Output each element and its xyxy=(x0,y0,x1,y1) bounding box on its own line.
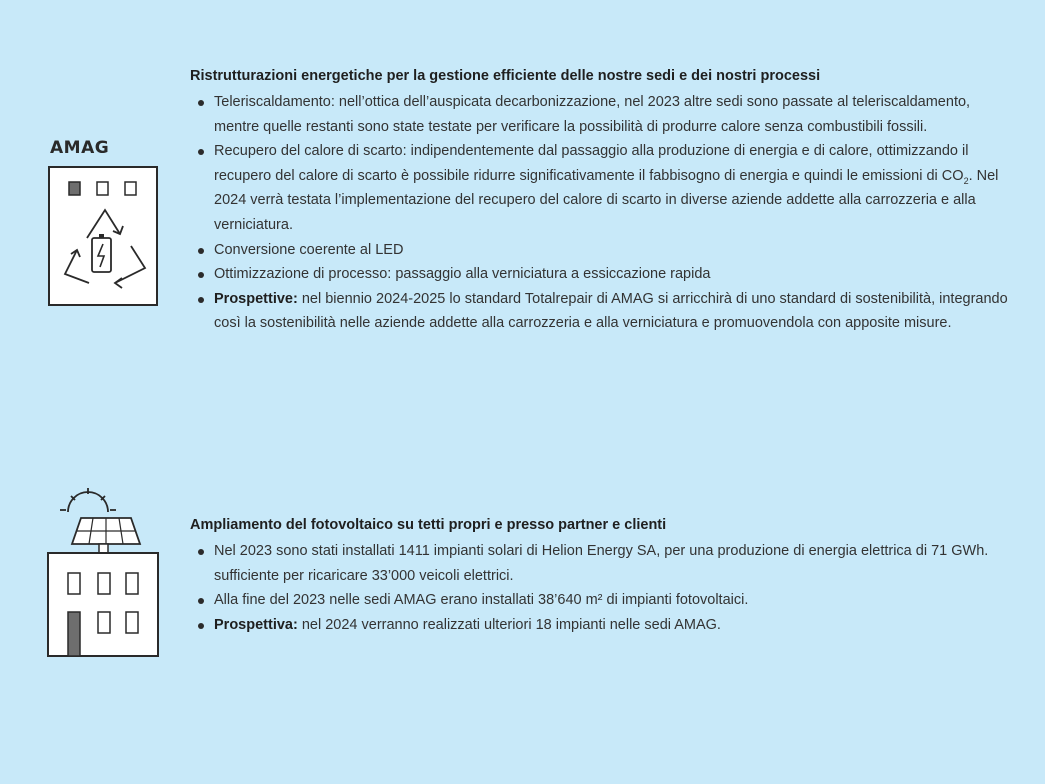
list-item xyxy=(190,613,1010,638)
bullet-icon xyxy=(198,297,204,303)
photovoltaic-section xyxy=(190,515,1010,637)
amag-brand-label: AMAG xyxy=(50,138,110,158)
list-item-text-continued: . Nel 2024 verrà testata l’implementazione del recupero del calore di scarto in diverse aziende addette alla carrozzeria e alla verniciatura. xyxy=(214,167,999,233)
list-item-text: Nel 2023 sono stati installati 1411 impianti solari di Helion Energy SA, per una produzione di energia elettrica di 71 GWh. sufficiente per ricaricare 33’000 veicoli elettrici. xyxy=(214,543,989,584)
building-battery-recycle-icon xyxy=(47,138,161,310)
list-item-text: Recupero del calore di scarto: indipendentemente dal passaggio alla produzione di energia e di calore, ottimizzando il recupero del calore di scarto è possibile ridurre significativamente il fabbisogno di energia e quindi le emissioni di CO xyxy=(214,143,969,184)
bullet-icon xyxy=(198,549,204,555)
prospect-label: Prospettiva: xyxy=(214,616,298,633)
list-item xyxy=(190,238,1010,263)
bullet-list xyxy=(190,90,1010,336)
bullet-icon xyxy=(198,272,204,278)
bullet-icon xyxy=(198,100,204,106)
list-item-text: Conversione coerente al LED xyxy=(214,241,404,258)
list-item-text: Alla fine del 2023 nelle sedi AMAG erano installati 38’640 m² di impianti fotovoltaici. xyxy=(214,592,749,609)
amag-building-icon-group xyxy=(47,138,161,310)
list-item-text: Teleriscaldamento: nell’ottica dell’auspicata decarbonizzazione, nel 2023 altre sedi sono passate al teleriscaldamento, mentre quelle restanti sono state testate per verificare la possibilità di produrre calore senza combustibili fossili. xyxy=(214,94,971,135)
list-item xyxy=(190,90,1010,139)
bullet-icon xyxy=(198,149,204,155)
list-item xyxy=(190,539,1010,588)
list-item xyxy=(190,287,1010,336)
prospects-label: Prospettive: xyxy=(214,290,298,307)
list-item xyxy=(190,588,1010,613)
bullet-icon xyxy=(198,598,204,604)
bullet-icon xyxy=(198,248,204,254)
list-item-text: nel biennio 2024-2025 lo standard Totalrepair di AMAG si arricchirà di uno standard di sostenibilità, integrando così la sostenibilità nelle aziende addette alla carrozzeria e alla verniciatura e promuovendola con apposite misure. xyxy=(214,290,1008,332)
list-item xyxy=(190,139,1010,237)
building-solar-panel-icon xyxy=(44,488,162,660)
section-title: Ampliamento del fotovoltaico su tetti propri e presso partner e clienti xyxy=(190,517,667,533)
subscript-2: 2 xyxy=(963,175,969,186)
solar-building-icon-group xyxy=(44,488,162,660)
list-item-text: Ottimizzazione di processo: passaggio alla verniciatura a essiccazione rapida xyxy=(214,266,711,283)
energy-renovation-section xyxy=(190,66,1010,336)
list-item-text: nel 2024 verranno realizzati ulteriori 18 impianti nelle sedi AMAG. xyxy=(297,616,721,633)
section-title: Ristrutturazioni energetiche per la gestione efficiente delle nostre sedi e dei nostri processi xyxy=(190,68,821,84)
list-item xyxy=(190,262,1010,287)
bullet-icon xyxy=(198,623,204,629)
bullet-list xyxy=(190,539,1010,637)
